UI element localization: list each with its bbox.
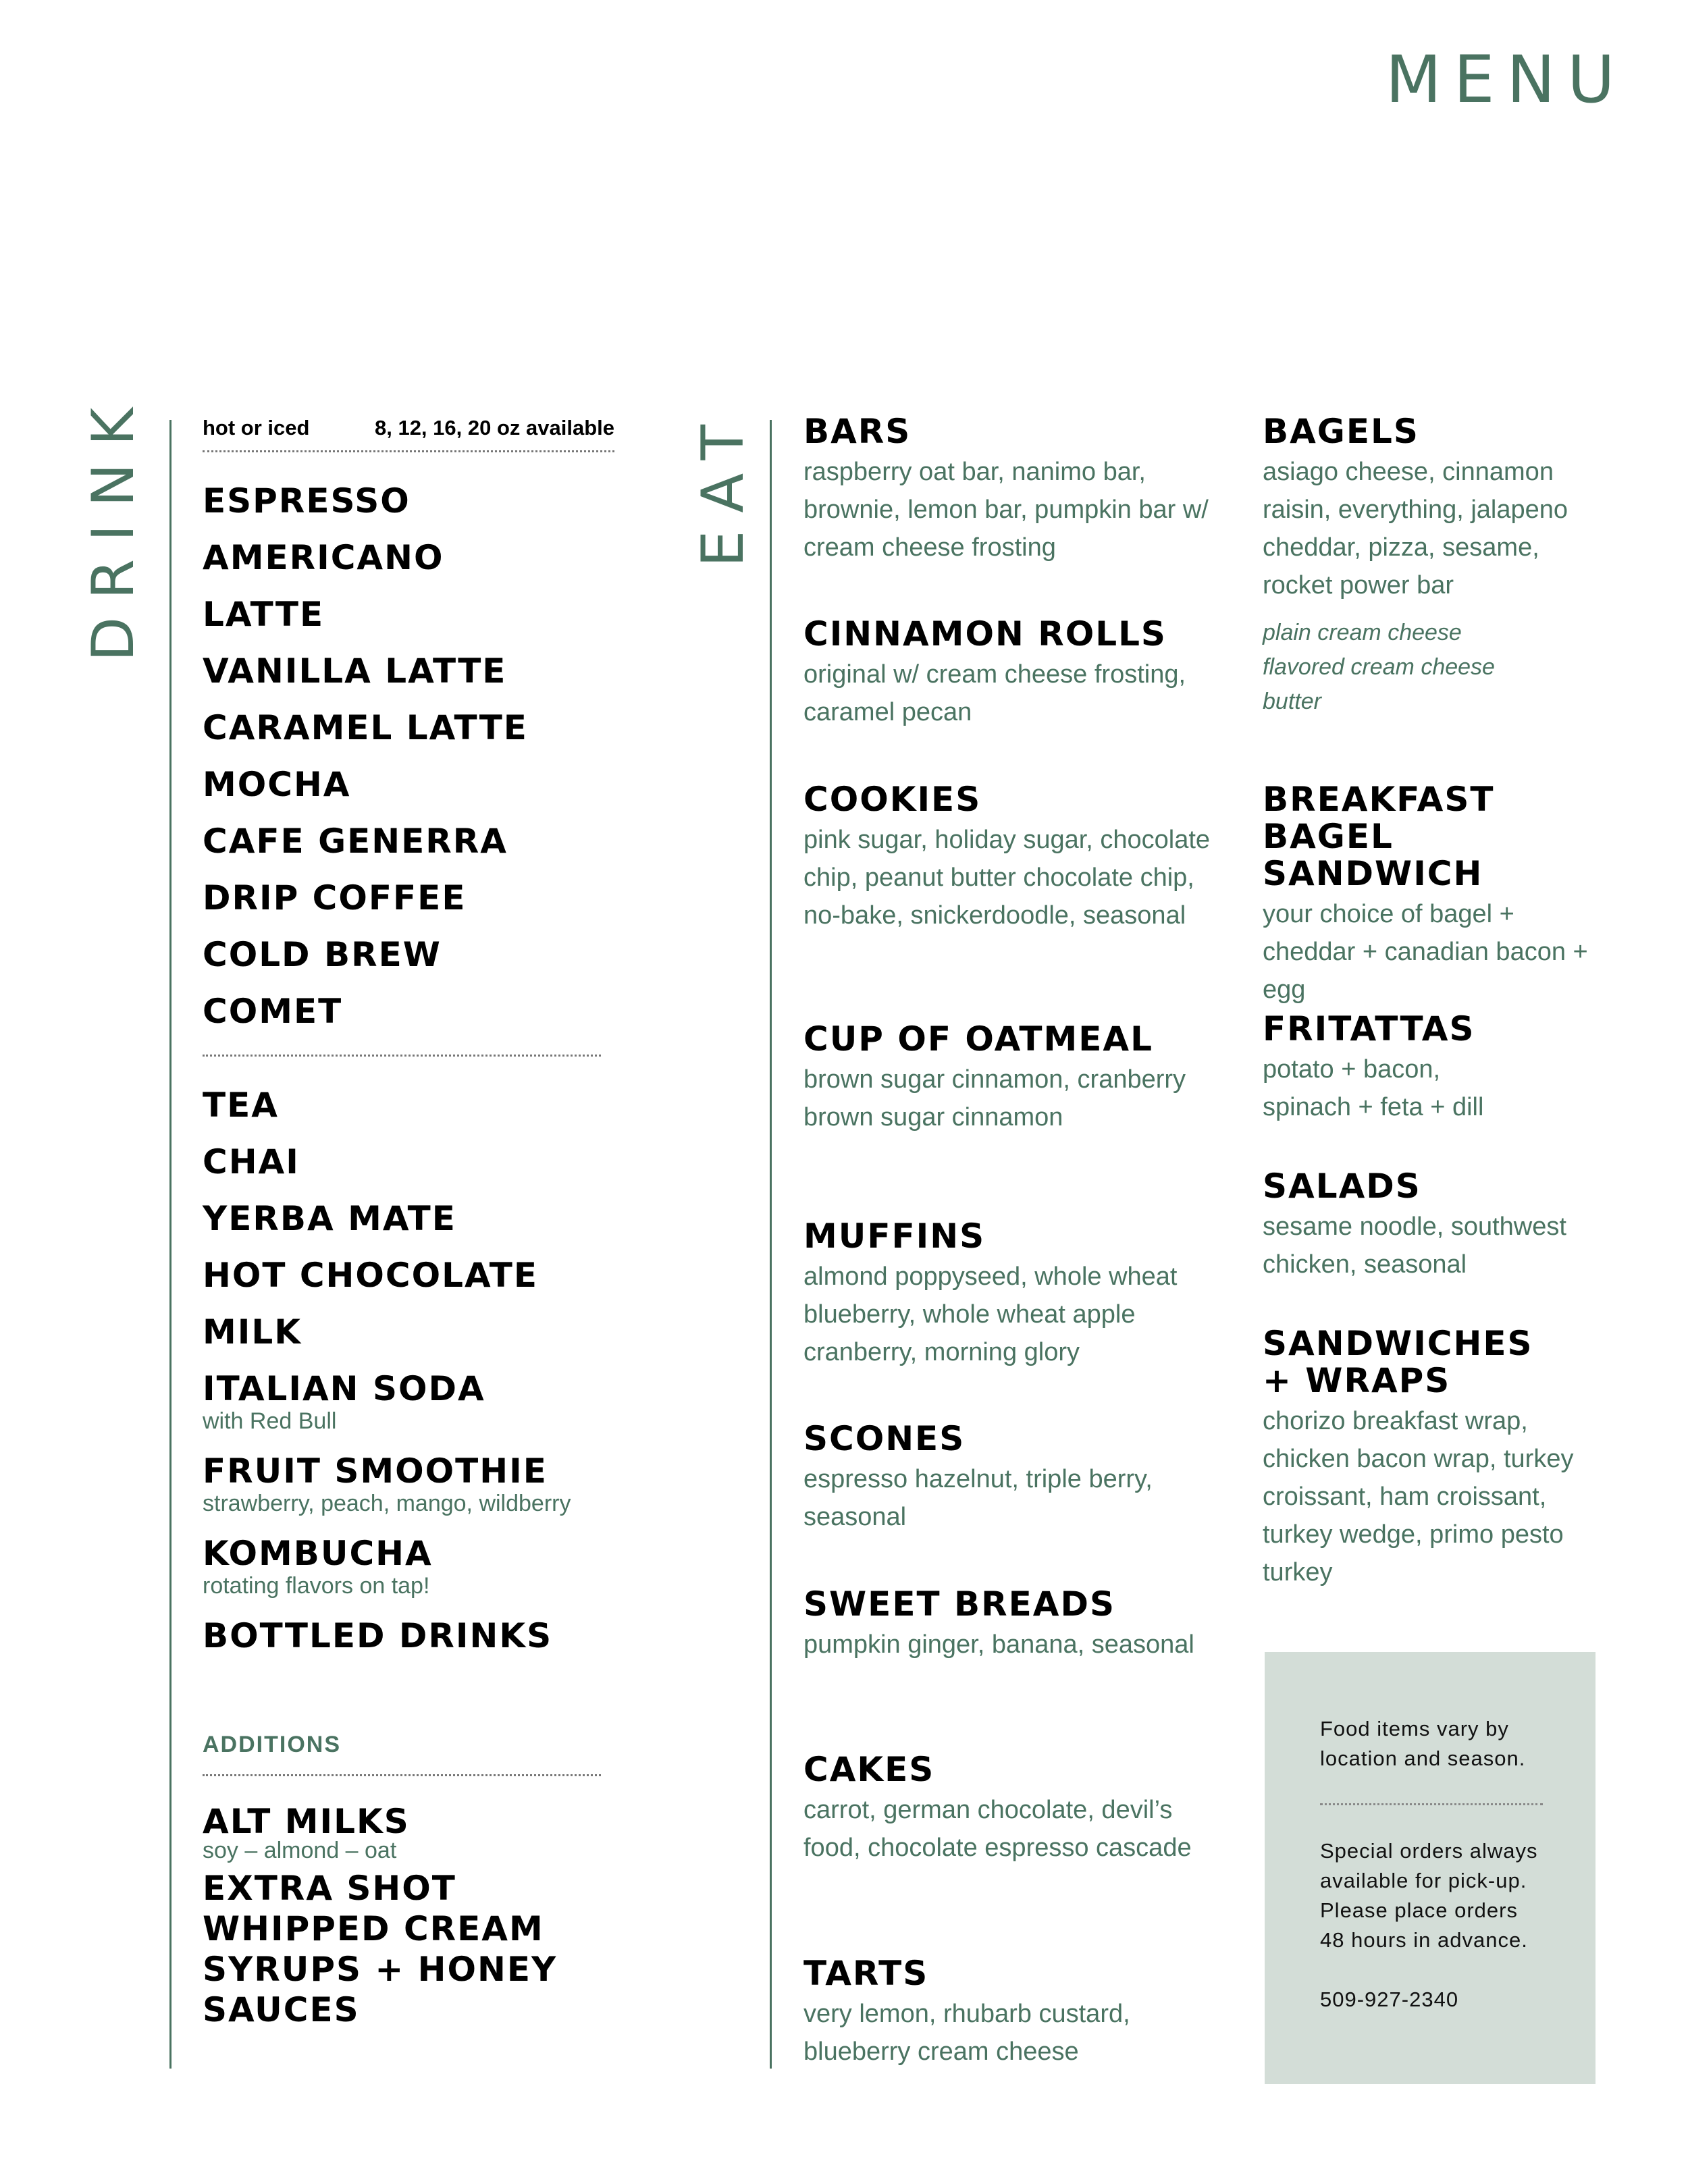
food-category <box>803 1021 1222 1218</box>
drink-info-row <box>203 417 614 450</box>
bagel-spreads <box>1263 616 1600 781</box>
drink-divider <box>169 420 172 2069</box>
food-category <box>1263 413 1600 616</box>
drink-section-label: DRINK <box>80 390 147 662</box>
spread-option: plain cream cheese <box>1263 620 1462 645</box>
drink-item-note: rotating flavors on tap! <box>203 1573 430 1599</box>
food-category-title: CAKES <box>803 1750 935 1789</box>
eat-column-2 <box>1263 413 1600 1591</box>
food-category <box>803 1955 1222 2071</box>
food-category-title: FRITATTAS <box>1263 1009 1475 1048</box>
food-category <box>1263 1011 1600 1168</box>
menu-title: MENU <box>1386 42 1627 117</box>
divider-dotted <box>203 1774 601 1776</box>
food-category <box>803 1586 1222 1751</box>
food-category-title: COOKIES <box>803 780 982 819</box>
drink-item: COMET <box>203 992 343 1031</box>
drink-item: AMERICANO <box>203 538 444 577</box>
divider-dotted <box>1320 1803 1543 1805</box>
eat-divider <box>770 420 772 2069</box>
food-category <box>803 1751 1222 1955</box>
spread-option: butter <box>1263 689 1321 714</box>
food-category-title: BREAKFAST BAGEL SANDWICH <box>1263 780 1495 893</box>
food-category-desc: original w/ cream cheese frosting, caramel pecan <box>803 660 1186 726</box>
food-category <box>1263 1325 1600 1591</box>
addition-item: EXTRA SHOT <box>203 1869 456 1908</box>
food-category <box>1263 1168 1600 1325</box>
food-category-title: BAGELS <box>1263 412 1419 451</box>
temperature-note: hot or iced <box>203 416 310 440</box>
food-category-desc: carrot, german chocolate, devil’s food, chocolate espresso cascade <box>803 1796 1192 1862</box>
food-category-title: BARS <box>803 412 912 451</box>
divider-dotted <box>203 1055 601 1057</box>
special-orders-note: Special orders always available for pick-up. Please place orders 48 hours in advance. <box>1320 1839 1538 1952</box>
food-category-title: SALADS <box>1263 1167 1421 1206</box>
drink-item: MOCHA <box>203 765 351 804</box>
food-category-title: SWEET BREADS <box>803 1584 1115 1624</box>
food-category <box>803 616 1222 781</box>
drink-item: TEA <box>203 1086 279 1125</box>
drink-item: ESPRESSO <box>203 481 411 521</box>
drink-item: HOT CHOCOLATE <box>203 1256 539 1295</box>
food-category-desc: almond poppyseed, whole wheat blueberry, whole wheat apple cranberry, morning glory <box>803 1262 1178 1366</box>
food-category-title: CINNAMON ROLLS <box>803 614 1167 654</box>
drink-item: CHAI <box>203 1142 300 1181</box>
food-category-desc: potato + bacon, spinach + feta + dill <box>1263 1055 1484 1121</box>
drink-item: ITALIAN SODA <box>203 1369 485 1408</box>
food-category-desc: very lemon, rhubarb custard, blueberry cream cheese <box>803 2000 1130 2066</box>
food-category <box>803 781 1222 1021</box>
drink-item: KOMBUCHA <box>203 1534 433 1573</box>
availability-note: Food items vary by location and season. <box>1320 1717 1526 1770</box>
drink-item: YERBA MATE <box>203 1199 456 1238</box>
food-category-desc: pink sugar, holiday sugar, chocolate chip, peanut butter chocolate chip, no-bake, snickerdoodle, seasonal <box>803 826 1211 930</box>
size-note: 8, 12, 16, 20 oz available <box>374 416 614 440</box>
addition-item: ALT MILKS <box>203 1802 410 1841</box>
coffee-list <box>203 473 614 1040</box>
phone-number[interactable]: 509-927-2340 <box>1320 1988 1459 2011</box>
food-category-desc: brown sugar cinnamon, cranberry brown sugar cinnamon <box>803 1065 1186 1131</box>
food-category-title: SCONES <box>803 1419 966 1458</box>
food-category <box>803 1218 1222 1420</box>
food-category <box>803 1420 1222 1586</box>
drink-column <box>203 417 614 2030</box>
food-category <box>803 413 1222 616</box>
drink-item: CAFE GENERRA <box>203 822 508 861</box>
drink-item: DRIP COFFEE <box>203 878 467 917</box>
spread-option: flavored cream cheese <box>1263 654 1495 680</box>
drink-item: COLD BREW <box>203 935 442 974</box>
addition-item-note: soy – almond – oat <box>203 1838 397 1863</box>
food-category-title: TARTS <box>803 1954 929 1993</box>
eat-column-1 <box>803 413 1222 2071</box>
food-category-desc: chorizo breakfast wrap, chicken bacon wrap, turkey croissant, ham croissant, turkey wedge, primo pesto turkey <box>1263 1407 1574 1587</box>
additions-list <box>203 1801 614 2030</box>
food-category-title: CUP OF OATMEAL <box>803 1019 1153 1059</box>
food-category-desc: pumpkin ginger, banana, seasonal <box>803 1630 1194 1659</box>
info-box <box>1265 1652 1595 2084</box>
addition-item: SAUCES <box>203 1990 360 2029</box>
drink-item: LATTE <box>203 595 325 634</box>
food-category-desc: raspberry oat bar, nanimo bar, brownie, lemon bar, pumpkin bar w/ cream cheese frosting <box>803 458 1209 562</box>
additions-title: ADDITIONS <box>203 1732 341 1757</box>
food-category-title: MUFFINS <box>803 1217 986 1256</box>
addition-item: SYRUPS + HONEY <box>203 1950 558 1989</box>
food-category-title: SANDWICHES + WRAPS <box>1263 1324 1533 1400</box>
food-category-desc: asiago cheese, cinnamon raisin, everything, jalapeno cheddar, pizza, sesame, rocket power bar <box>1263 458 1568 600</box>
eat-section-label: EAT <box>689 406 757 567</box>
drink-item: FRUIT SMOOTHIE <box>203 1451 548 1491</box>
drink-item: MILK <box>203 1312 302 1352</box>
other-drinks-list <box>203 1077 614 1664</box>
drink-item-note: strawberry, peach, mango, wildberry <box>203 1491 571 1516</box>
drink-item: BOTTLED DRINKS <box>203 1616 553 1655</box>
addition-item: WHIPPED CREAM <box>203 1909 544 1948</box>
drink-item-note: with Red Bull <box>203 1408 337 1434</box>
food-category-desc: espresso hazelnut, triple berry, seasonal <box>803 1465 1153 1531</box>
food-category-desc: sesame noodle, southwest chicken, seasonal <box>1263 1213 1566 1279</box>
food-category <box>1263 781 1600 1011</box>
food-category-desc: your choice of bagel + cheddar + canadian bacon + egg <box>1263 900 1588 1004</box>
drink-item: VANILLA LATTE <box>203 651 507 691</box>
drink-item: CARAMEL LATTE <box>203 708 528 747</box>
divider-dotted <box>203 450 614 452</box>
